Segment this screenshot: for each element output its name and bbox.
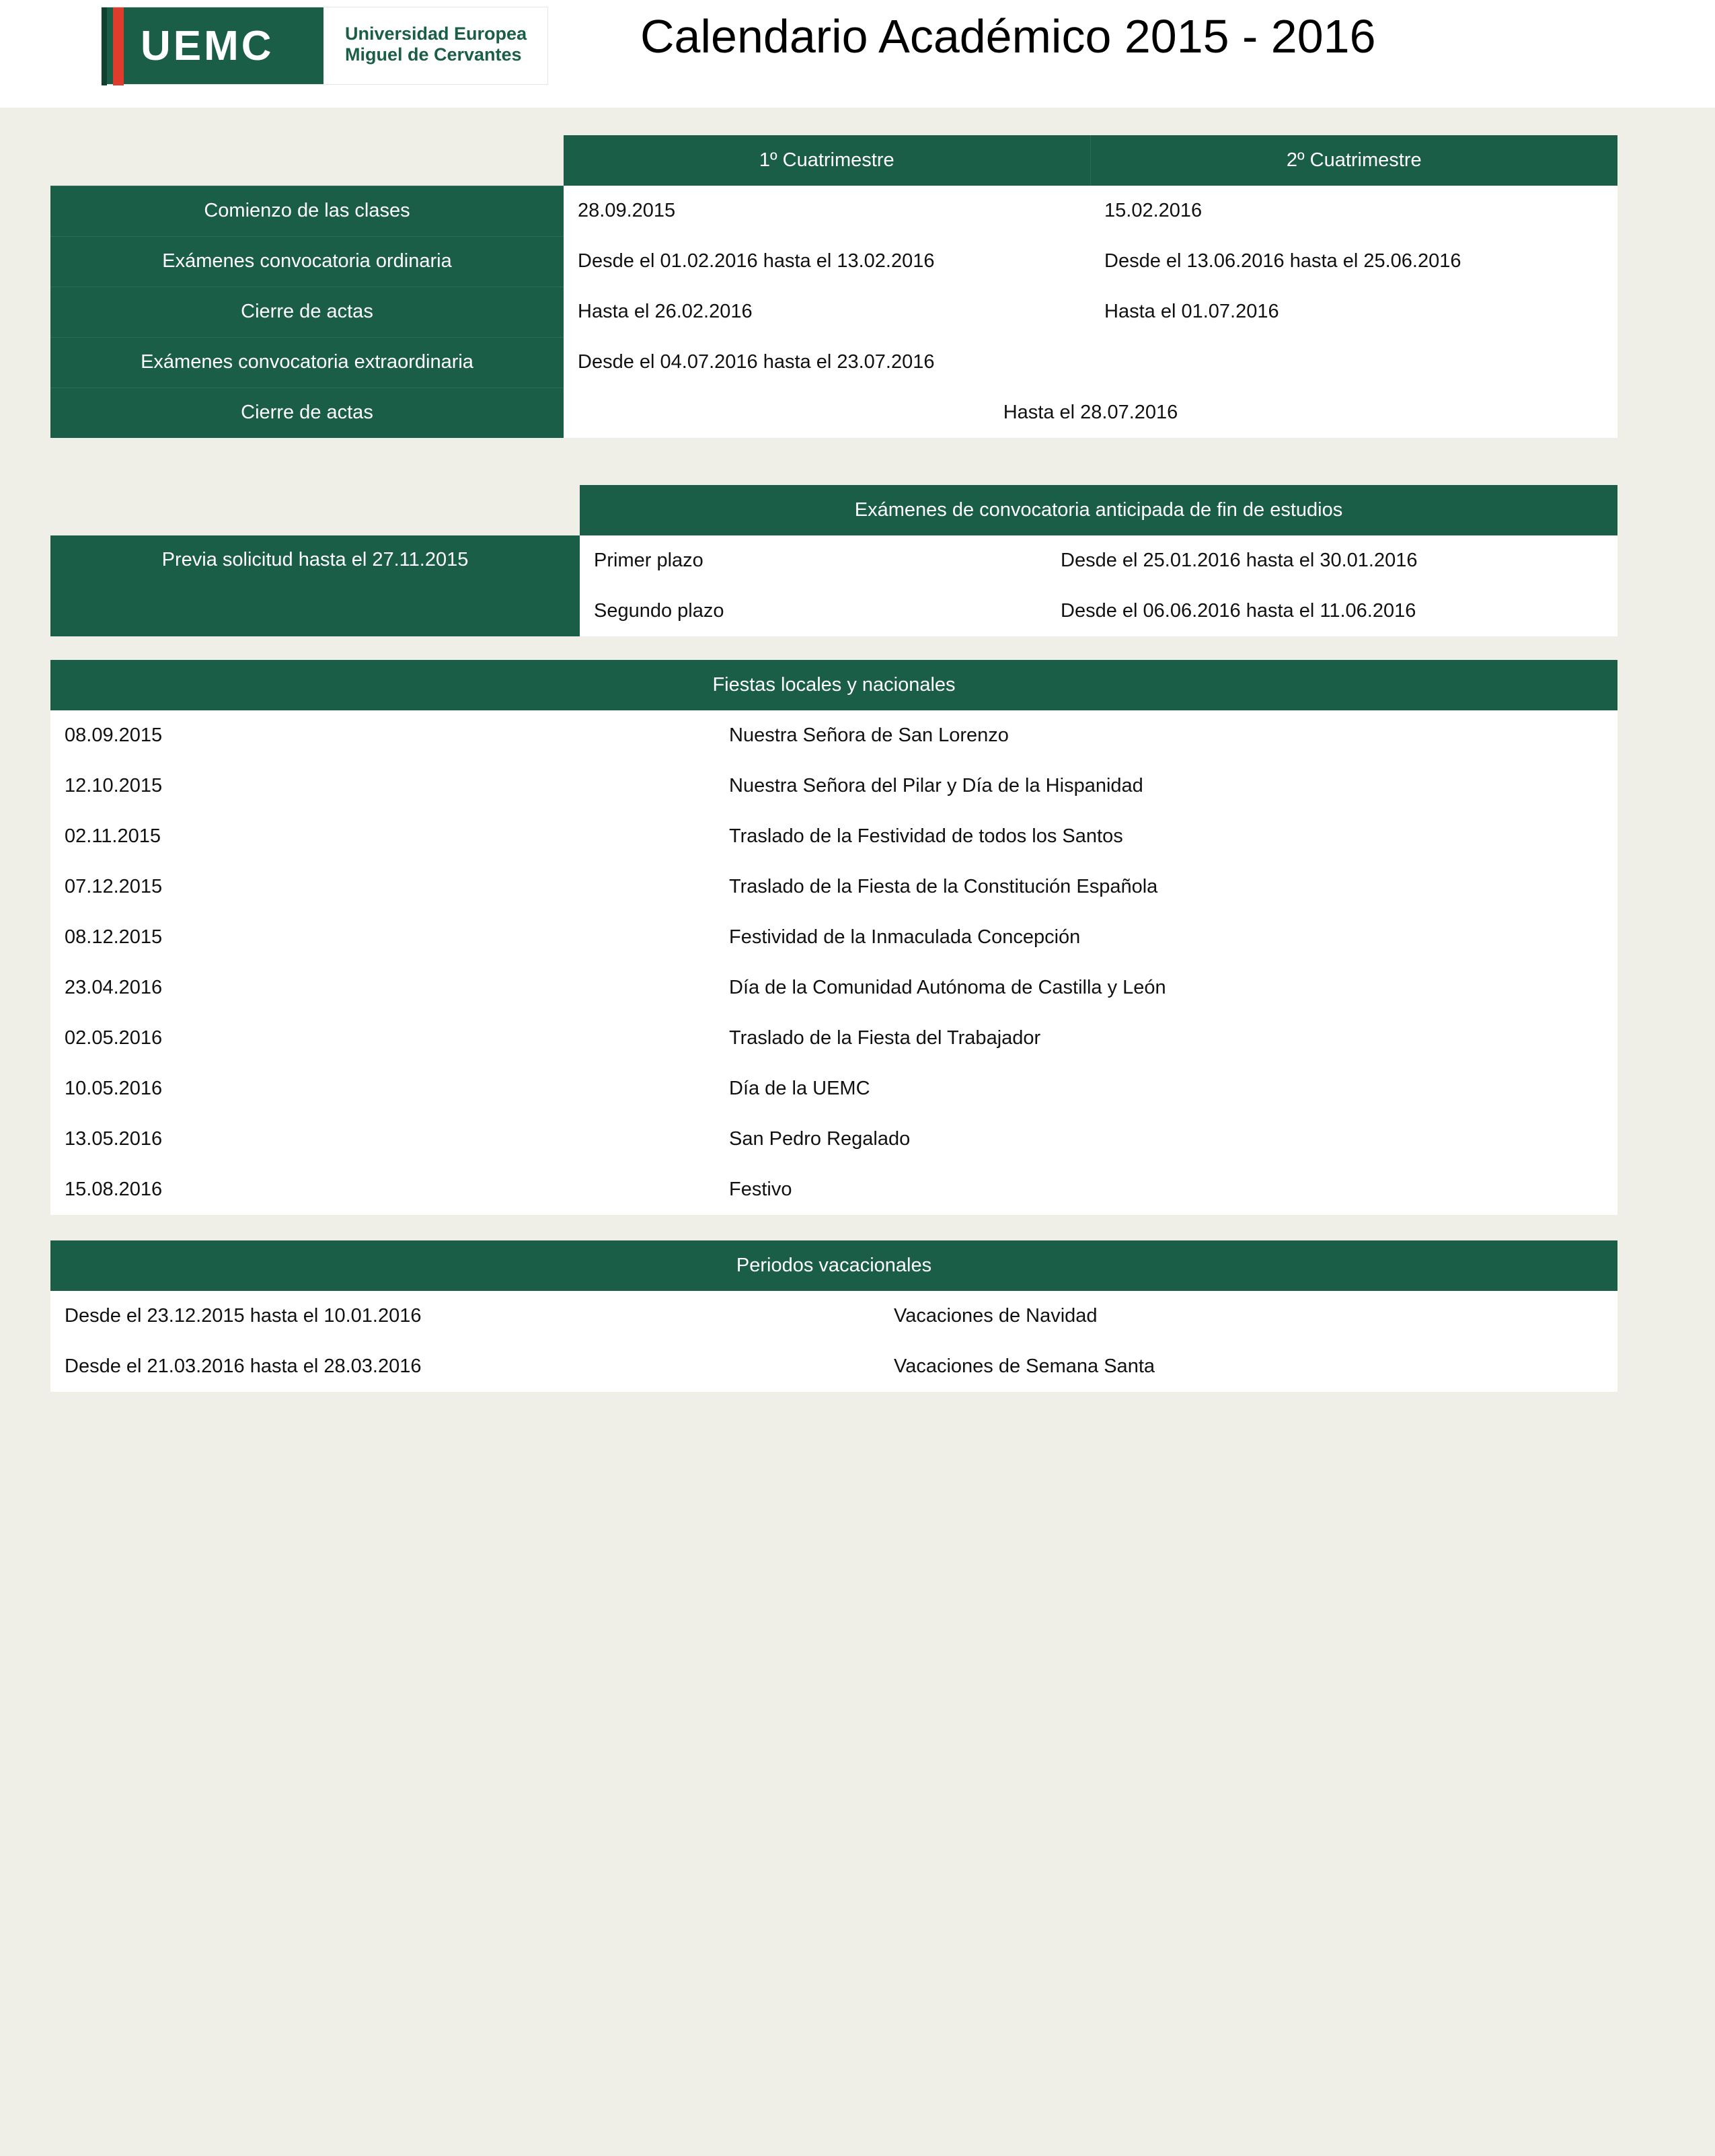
second-semester-value: Desde el 13.06.2016 hasta el 25.06.2016 — [1090, 236, 1617, 287]
period-dates: Desde el 25.01.2016 hasta el 30.01.2016 — [1046, 535, 1617, 586]
holidays-heading: Fiestas locales y nacionales — [50, 660, 1617, 710]
holiday-name: Traslado de la Fiesta de la Constitución Española — [715, 862, 1617, 912]
row-label: Exámenes convocatoria extraordinaria — [50, 337, 564, 387]
logo-university-name — [345, 24, 527, 65]
holiday-name: Nuestra Señora de San Lorenzo — [715, 710, 1617, 761]
holiday-date: 02.05.2016 — [50, 1013, 715, 1064]
period-name: Primer plazo — [580, 535, 1046, 586]
table-row — [50, 1064, 1617, 1114]
semesters-table — [50, 135, 1617, 438]
holiday-name: Día de la UEMC — [715, 1064, 1617, 1114]
empty-corner-cell — [50, 135, 564, 186]
vacations-table — [50, 1240, 1617, 1392]
holiday-name: Festividad de la Inmaculada Concepción — [715, 912, 1617, 963]
table-row — [50, 761, 1617, 811]
table-row — [50, 963, 1617, 1013]
vacation-name: Vacaciones de Navidad — [880, 1291, 1617, 1341]
vacation-dates: Desde el 21.03.2016 hasta el 28.03.2016 — [50, 1341, 880, 1392]
holidays-table — [50, 660, 1617, 1215]
holiday-date: 02.11.2015 — [50, 811, 715, 862]
holiday-name: Día de la Comunidad Autónoma de Castilla y León — [715, 963, 1617, 1013]
table-row — [50, 535, 1617, 586]
table-row — [50, 1341, 1617, 1392]
vacations-heading: Periodos vacacionales — [50, 1240, 1617, 1291]
first-semester-value: Hasta el 26.02.2016 — [564, 287, 1090, 337]
holiday-date: 10.05.2016 — [50, 1064, 715, 1114]
first-semester-value: 28.09.2015 — [564, 186, 1090, 236]
logo-acronym: UEMC — [141, 23, 274, 69]
period-dates: Desde el 06.06.2016 hasta el 11.06.2016 — [1046, 586, 1617, 636]
holiday-name: Traslado de la Festividad de todos los Santos — [715, 811, 1617, 862]
table-row — [50, 287, 1617, 337]
holidays-header-row — [50, 660, 1617, 710]
logo-dark-stripe — [102, 7, 107, 85]
logo-name-line1: Universidad Europea — [345, 24, 527, 44]
table-row — [50, 1013, 1617, 1064]
second-semester-value: 15.02.2016 — [1090, 186, 1617, 236]
uemc-logo — [101, 7, 548, 85]
table-row — [50, 1291, 1617, 1341]
period-name: Segundo plazo — [580, 586, 1046, 636]
row-label: Cierre de actas — [50, 287, 564, 337]
both-semesters-value: Hasta el 28.07.2016 — [564, 387, 1617, 438]
holiday-date: 23.04.2016 — [50, 963, 715, 1013]
holiday-date: 07.12.2015 — [50, 862, 715, 912]
header-first-semester: 1º Cuatrimestre — [564, 135, 1090, 186]
holiday-date: 13.05.2016 — [50, 1114, 715, 1164]
holiday-name: Nuestra Señora del Pilar y Día de la Hispanidad — [715, 761, 1617, 811]
holiday-date: 15.08.2016 — [50, 1164, 715, 1215]
holiday-name: Festivo — [715, 1164, 1617, 1215]
header-second-semester: 2º Cuatrimestre — [1090, 135, 1617, 186]
early-exams-heading: Exámenes de convocatoria anticipada de fin de estudios — [580, 485, 1617, 535]
table-row — [50, 337, 1617, 387]
holiday-date: 08.09.2015 — [50, 710, 715, 761]
logo-name-line2: Miguel de Cervantes — [345, 44, 522, 65]
table-row — [50, 862, 1617, 912]
first-semester-value: Desde el 04.07.2016 hasta el 23.07.2016 — [564, 337, 1090, 387]
table-row — [50, 186, 1617, 236]
empty-corner-cell — [50, 485, 580, 535]
second-semester-value: Hasta el 01.07.2016 — [1090, 287, 1617, 337]
table-row — [50, 710, 1617, 761]
holiday-name: San Pedro Regalado — [715, 1114, 1617, 1164]
table-row — [50, 1114, 1617, 1164]
early-exams-request-deadline: Previa solicitud hasta el 27.11.2015 — [50, 535, 580, 636]
table-row — [50, 912, 1617, 963]
row-label: Exámenes convocatoria ordinaria — [50, 236, 564, 287]
early-exams-header-row — [50, 485, 1617, 535]
holiday-date: 12.10.2015 — [50, 761, 715, 811]
table-row — [50, 387, 1617, 438]
page-title: Calendario Académico 2015 - 2016 — [640, 10, 1376, 63]
early-exams-table — [50, 485, 1617, 636]
first-semester-value: Desde el 01.02.2016 hasta el 13.02.2016 — [564, 236, 1090, 287]
row-label: Cierre de actas — [50, 387, 564, 438]
vacation-dates: Desde el 23.12.2015 hasta el 10.01.2016 — [50, 1291, 880, 1341]
page-header — [0, 0, 1715, 108]
table-row — [50, 236, 1617, 287]
row-label: Comienzo de las clases — [50, 186, 564, 236]
holiday-name: Traslado de la Fiesta del Trabajador — [715, 1013, 1617, 1064]
semesters-header-row — [50, 135, 1617, 186]
holiday-date: 08.12.2015 — [50, 912, 715, 963]
vacations-header-row — [50, 1240, 1617, 1291]
second-semester-value — [1090, 337, 1617, 387]
table-row — [50, 811, 1617, 862]
logo-red-stripe — [113, 7, 124, 85]
vacation-name: Vacaciones de Semana Santa — [880, 1341, 1617, 1392]
table-row — [50, 1164, 1617, 1215]
